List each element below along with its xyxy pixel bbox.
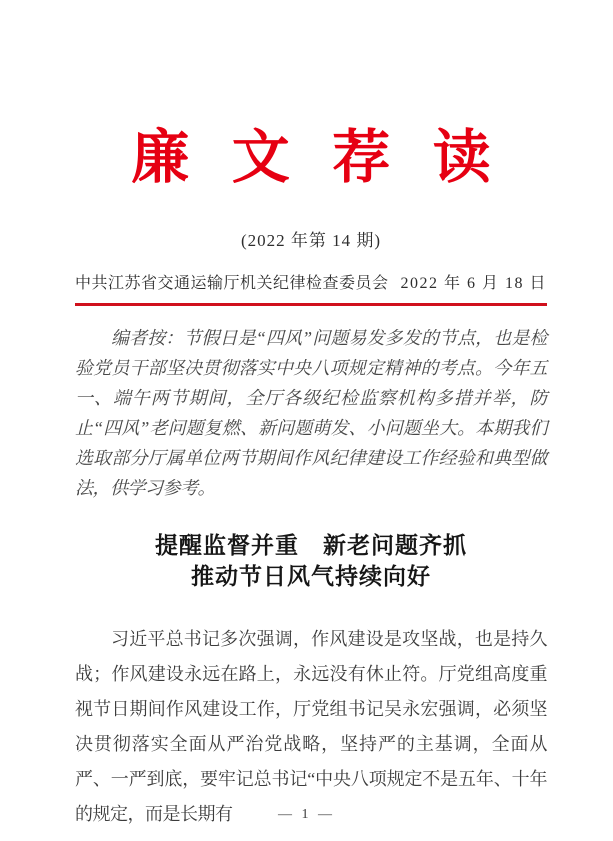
publication-date: 2022 年 6 月 18 日 bbox=[400, 275, 547, 292]
article-headline-line2: 推动节日风气持续向好 bbox=[191, 564, 431, 589]
document-title: 廉 文 荐 读 bbox=[131, 125, 505, 190]
article-body-paragraph: 习近平总书记多次强调，作风建设是攻坚战，也是持久战；作风建设永远在路上，永远没有休止符。厅党组高度重视节日期间作风建设工作，厅党组书记吴永宏强调，必须坚决贯彻落实全面从严治党战略，坚持严的主基调，全面从严、一严到底，要牢记总书记“中央八项规定不是五年、十年的规定，而是长期有 bbox=[75, 629, 547, 824]
publisher-name: 中共江苏省交通运输厅机关纪律检查委员会 bbox=[75, 275, 389, 292]
issue-number: (2022 年第 14 期) bbox=[240, 231, 382, 250]
article-headline bbox=[75, 530, 547, 592]
page-number: — 1 — bbox=[278, 807, 335, 822]
masthead-row bbox=[75, 272, 547, 296]
red-divider-rule bbox=[75, 303, 547, 306]
editor-note-paragraph: 编者按：节假日是“四风”问题易发多发的节点，也是检验党员干部坚决贯彻落实中央八项规定精神的考点。今年五一、端午两节期间，全厅各级纪检监察机构多措并举，防止“四风”老问题复燃、新问题萌发、小问题坐大。本期我们选取部分厅属单位两节期间作风纪律建设工作经验和典型做法，供学习参考。 bbox=[75, 328, 547, 498]
article-headline-line1: 提醒监督并重 新老问题齐抓 bbox=[155, 533, 467, 558]
